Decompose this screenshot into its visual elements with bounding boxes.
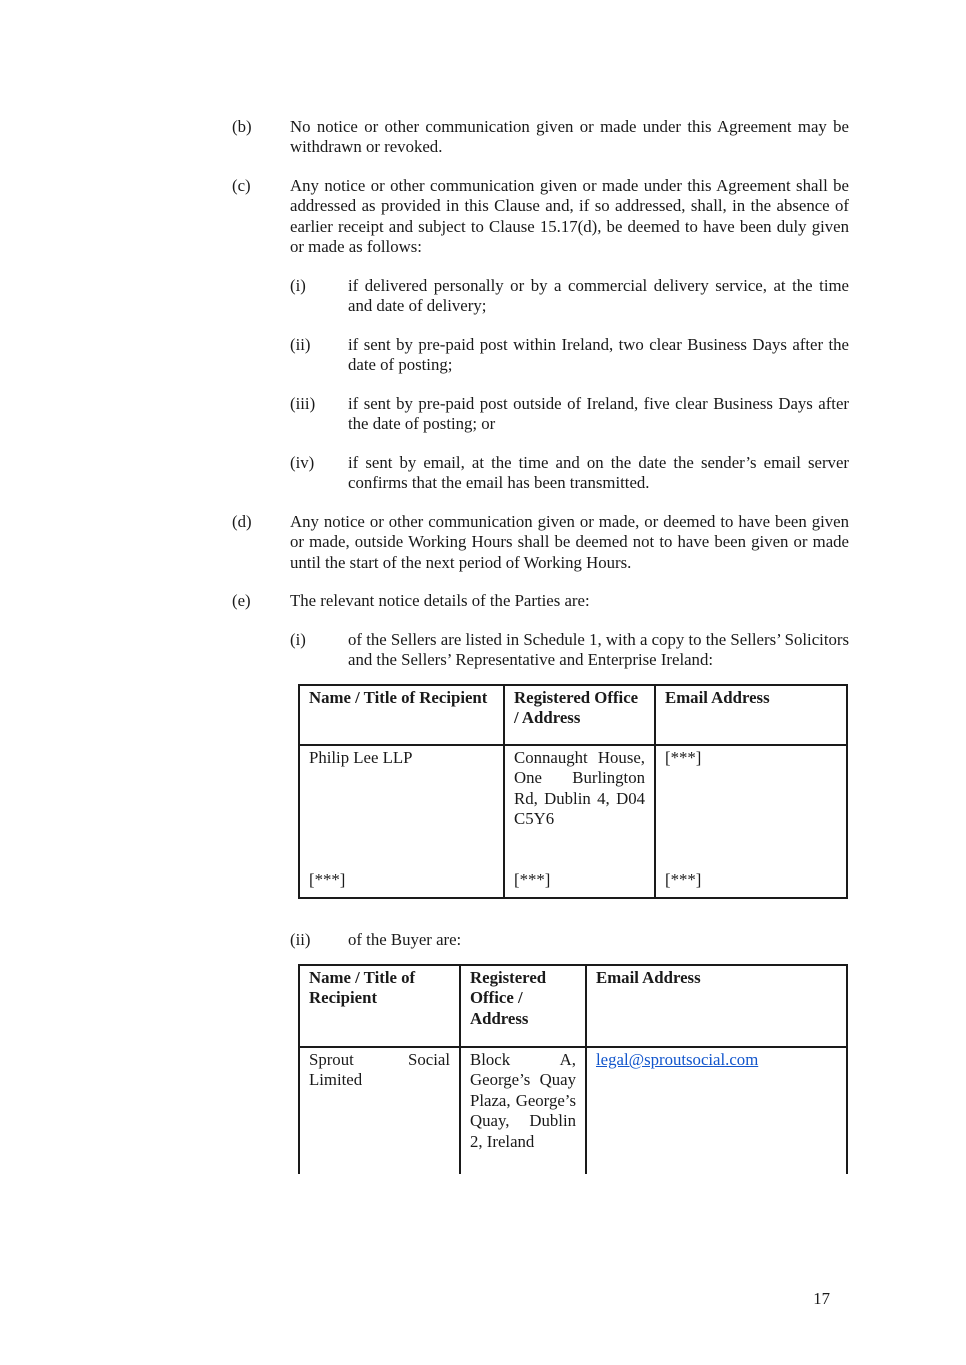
table-cell-email bbox=[586, 1047, 847, 1174]
recipient-email-redacted: [***] bbox=[665, 870, 702, 890]
table-header-row bbox=[299, 685, 847, 745]
header-registered-office: Registered Office / Address bbox=[460, 965, 586, 1047]
recipient-name-redacted: [***] bbox=[309, 870, 346, 890]
subclause-e-ii-text: of the Buyer are: bbox=[348, 930, 462, 949]
clause-e-label: (e) bbox=[232, 591, 251, 610]
table-cell-email bbox=[655, 745, 847, 898]
subclause-c-i-label: (i) bbox=[290, 276, 306, 295]
recipient-name: Philip Lee LLP bbox=[309, 748, 413, 767]
clause-d-label: (d) bbox=[232, 512, 252, 531]
header-email-address: Email Address bbox=[586, 965, 847, 1047]
subclause-c-i-text: if delivered personally or by a commercial delivery service, at the time and date of delivery; bbox=[348, 276, 849, 316]
recipient-address: Block A, George’s Quay Plaza, George’s Quay, Dublin 2, Ireland bbox=[470, 1050, 576, 1151]
clause-d-text: Any notice or other communication given or made, or deemed to have been given or made, outside Working Hours shall be deemed not to have been given or made until the start of the next period of Working Hours. bbox=[290, 512, 849, 572]
subclause-c-iii-label: (iii) bbox=[290, 394, 316, 413]
clause-c-label: (c) bbox=[232, 176, 251, 195]
table-row bbox=[299, 1047, 847, 1174]
recipient-name: Sprout Social Limited bbox=[309, 1050, 450, 1090]
subclause-c-iv-text: if sent by email, at the time and on the date the sender’s email server confirms that the email has been transmitted. bbox=[348, 453, 849, 493]
page-number: 17 bbox=[813, 1289, 830, 1308]
header-name-title: Name / Title of Recipient bbox=[299, 965, 460, 1047]
subclause-e-i-text: of the Sellers are listed in Schedule 1, with a copy to the Sellers’ Solicitors and the Sellers’ Representative and Enterprise Ireland: bbox=[348, 630, 849, 670]
subclause-c-ii-label: (ii) bbox=[290, 335, 311, 354]
clause-e-text: The relevant notice details of the Parties are: bbox=[290, 591, 590, 610]
email-link[interactable]: legal@sproutsocial.com bbox=[596, 1050, 759, 1069]
table-cell-name bbox=[299, 745, 504, 898]
subclause-c-iii-text: if sent by pre-paid post outside of Ireland, five clear Business Days after the date of posting; or bbox=[348, 394, 849, 434]
subclause-e-ii-label: (ii) bbox=[290, 930, 311, 949]
sellers-notice-table bbox=[298, 684, 848, 899]
header-registered-office: Registered Office / Address bbox=[504, 685, 655, 745]
subclause-c-iv-label: (iv) bbox=[290, 453, 315, 472]
clause-b-text: No notice or other communication given or made under this Agreement may be withdrawn or revoked. bbox=[290, 117, 849, 157]
buyer-notice-table bbox=[298, 964, 848, 1174]
clause-b-label: (b) bbox=[232, 117, 252, 136]
table-header-row bbox=[299, 965, 847, 1047]
recipient-email: [***] bbox=[665, 748, 702, 767]
subclause-c-ii-text: if sent by pre-paid post within Ireland, two clear Business Days after the date of posting; bbox=[348, 335, 849, 375]
recipient-address: Connaught House, One Burlington Rd, Dublin 4, D04 C5Y6 bbox=[514, 748, 645, 829]
table-cell-address bbox=[504, 745, 655, 898]
clause-c-text: Any notice or other communication given or made under this Agreement shall be addressed as provided in this Clause and, if so addressed, shall, in the absence of earlier receipt and subject to Clause 15.17(d), be deemed to have been duly given or made as follows: bbox=[290, 176, 849, 257]
header-email-address: Email Address bbox=[655, 685, 847, 745]
table-cell-address bbox=[460, 1047, 586, 1174]
subclause-e-i-label: (i) bbox=[290, 630, 306, 649]
table-row bbox=[299, 745, 847, 898]
table-cell-name bbox=[299, 1047, 460, 1174]
recipient-address-redacted: [***] bbox=[514, 870, 551, 889]
header-name-title: Name / Title of Recipient bbox=[299, 685, 504, 745]
